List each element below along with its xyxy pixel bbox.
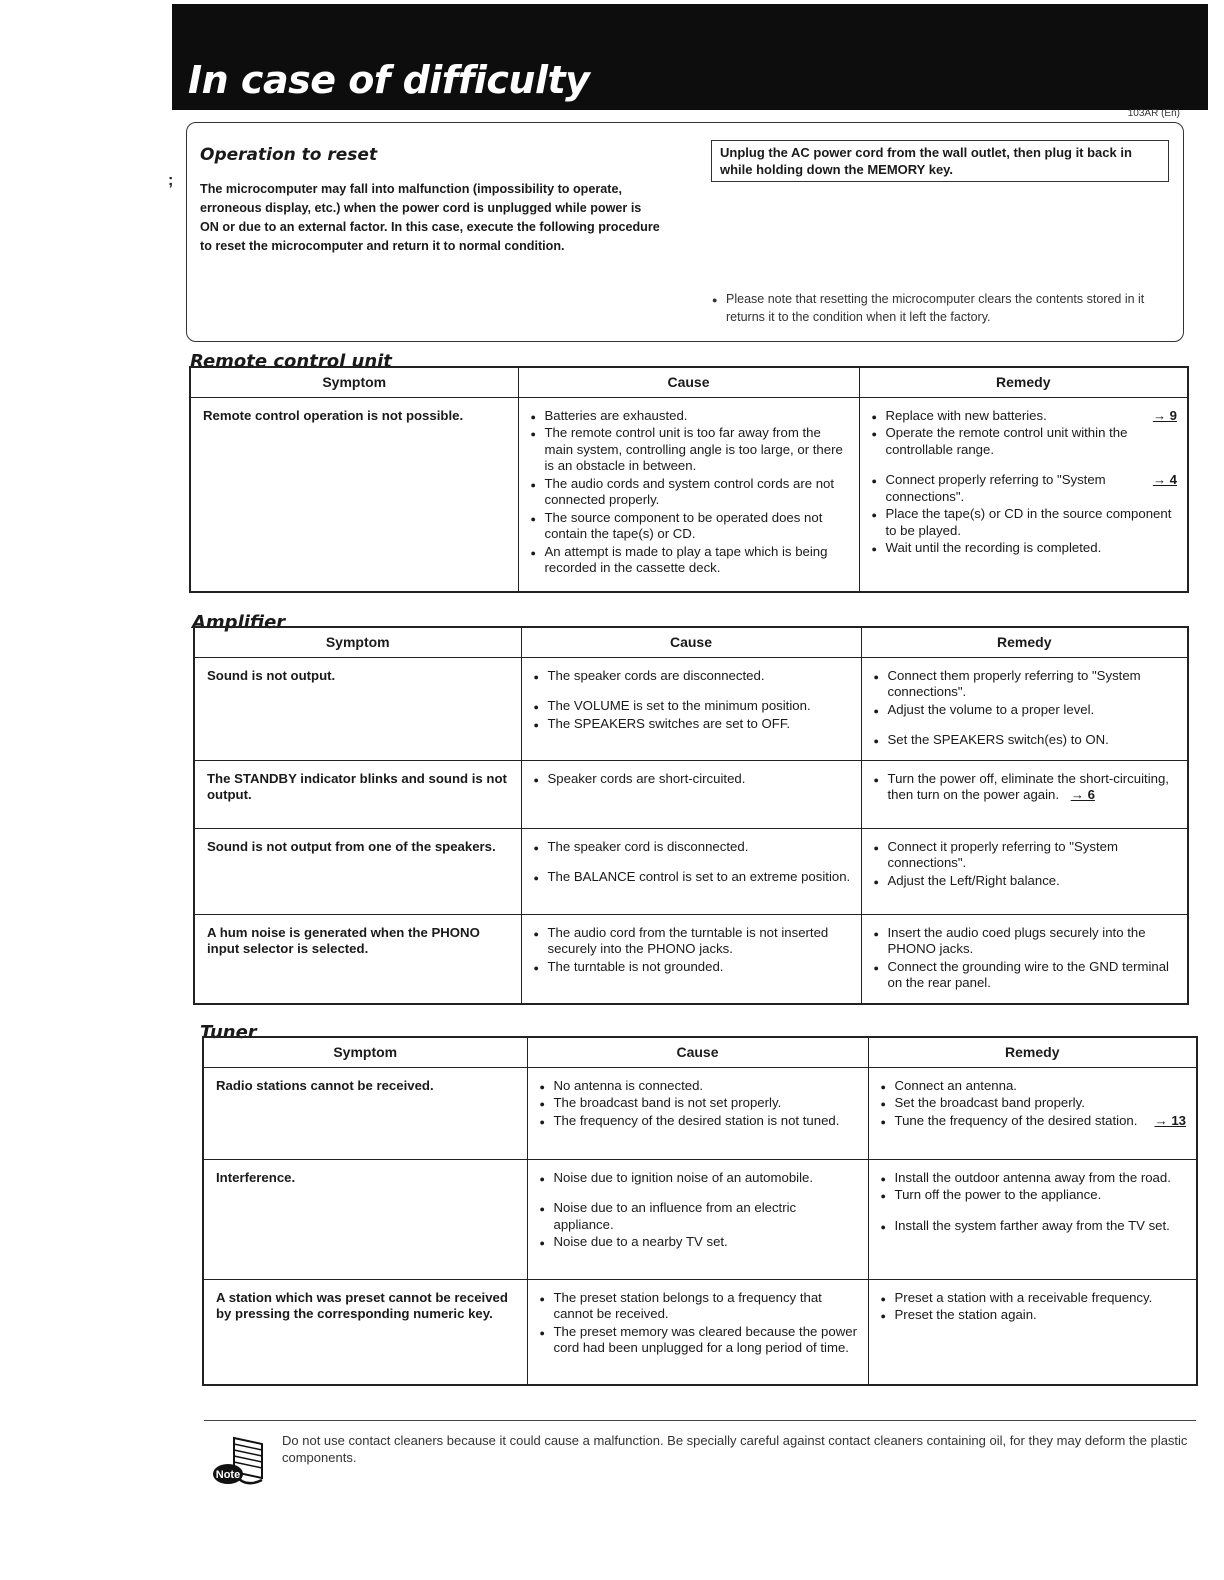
header-symptom: Symptom <box>190 367 518 397</box>
reset-note <box>712 290 1176 327</box>
remedy-item: ● Adjust the volume to a proper level. <box>874 702 1178 719</box>
cause-item: ● Noise due to ignition noise of an automobile. <box>540 1170 858 1187</box>
section-heading-amplifier: Amplifier <box>192 612 286 633</box>
remedy-item: ● Preset a station with a receivable frequency. <box>881 1290 1187 1307</box>
cause-cell <box>521 760 861 828</box>
table-row <box>203 1279 1197 1385</box>
remedy-item: ● Install the system farther away from the TV set. <box>881 1218 1187 1235</box>
remedy-cell <box>861 914 1188 1004</box>
page-reference: ● → 4 <box>1152 472 1177 487</box>
page-title: In case of difficulty <box>188 58 590 102</box>
footer-divider <box>204 1420 1196 1421</box>
table-row <box>190 397 1188 592</box>
cause-item: ● Noise due to a nearby TV set. <box>540 1234 858 1251</box>
remedy-item: ● Operate the remote control unit within the controllable range. <box>872 425 1178 458</box>
cause-item: ● The VOLUME is set to the minimum position. <box>534 698 851 715</box>
symptom-cell: Interference. <box>203 1159 527 1279</box>
remote-table <box>189 366 1189 593</box>
cause-item: ● The source component to be operated does not contain the tape(s) or CD. <box>531 510 849 543</box>
header-cause: Cause <box>518 367 859 397</box>
header-cause: Cause <box>521 627 861 657</box>
cause-item: ● The audio cords and system control cords are not connected properly. <box>531 476 849 509</box>
remedy-item: ● → 9 Replace with new batteries. <box>872 408 1178 425</box>
remedy-item: ● Connect them properly referring to "System connections". <box>874 668 1178 701</box>
remedy-item: ● Preset the station again. <box>881 1307 1187 1324</box>
remedy-item: ● Turn off the power to the appliance. <box>881 1187 1187 1204</box>
cause-item: ● The remote control unit is too far away from the main system, controlling angle is too large, or there is an obstacle in between. <box>531 425 849 475</box>
document-code: 103AR (En) <box>1127 108 1180 119</box>
symptom-cell: A station which was preset cannot be received by pressing the corresponding numeric key. <box>203 1279 527 1385</box>
cause-item: ● The turntable is not grounded. <box>534 959 851 976</box>
amplifier-table <box>193 626 1189 1005</box>
cause-item: ● The frequency of the desired station is not tuned. <box>540 1113 858 1130</box>
symptom-cell: The STANDBY indicator blinks and sound is not output. <box>194 760 521 828</box>
cause-cell <box>518 397 859 592</box>
cause-cell <box>527 1279 868 1385</box>
cause-item: ● Noise due to an influence from an electric appliance. <box>540 1200 858 1233</box>
symptom-cell: Sound is not output. <box>194 657 521 760</box>
table-row <box>194 914 1188 1004</box>
header-symptom: Symptom <box>203 1037 527 1067</box>
remedy-item: ● Place the tape(s) or CD in the source component to be played. <box>872 506 1178 539</box>
cause-item: ● Speaker cords are short-circuited. <box>534 771 851 788</box>
cause-item: ● An attempt is made to play a tape which is being recorded in the cassette deck. <box>531 544 849 577</box>
remedy-cell <box>861 657 1188 760</box>
cause-cell <box>521 914 861 1004</box>
symptom-cell: Radio stations cannot be received. <box>203 1067 527 1159</box>
cause-cell <box>521 657 861 760</box>
remedy-cell <box>859 397 1188 592</box>
reset-heading: Operation to reset <box>200 145 378 165</box>
cause-item: ● The BALANCE control is set to an extreme position. <box>534 869 851 886</box>
page-reference: → 6 <box>1070 787 1095 802</box>
cause-cell <box>521 828 861 914</box>
reset-instruction: Unplug the AC power cord from the wall outlet, then plug it back in while holding down the MEMORY key. <box>711 140 1169 182</box>
table-header-row <box>203 1037 1197 1067</box>
section-heading-remote: Remote control unit <box>190 351 392 372</box>
cause-item: ● No antenna is connected. <box>540 1078 858 1095</box>
remedy-cell <box>868 1067 1197 1159</box>
table-header-row <box>190 367 1188 397</box>
cause-item: ● The audio cord from the turntable is not inserted securely into the PHONO jacks. <box>534 925 851 958</box>
symptom-cell: Remote control operation is not possible. <box>190 397 518 592</box>
remedy-item: ● Adjust the Left/Right balance. <box>874 873 1178 890</box>
header-remedy: Remedy <box>868 1037 1197 1067</box>
remedy-item: ● Wait until the recording is completed. <box>872 540 1178 557</box>
cause-item: ● The preset station belongs to a frequency that cannot be received. <box>540 1290 858 1323</box>
remedy-item: ● Connect the grounding wire to the GND terminal on the rear panel. <box>874 959 1178 992</box>
tuner-table <box>202 1036 1198 1386</box>
table-row <box>194 657 1188 760</box>
cause-item: ● The broadcast band is not set properly. <box>540 1095 858 1112</box>
remedy-cell <box>868 1159 1197 1279</box>
cause-item: ● Batteries are exhausted. <box>531 408 849 425</box>
table-row <box>203 1067 1197 1159</box>
page-reference: → 13 <box>1154 1112 1186 1128</box>
cause-item: ● The speaker cords are disconnected. <box>534 668 851 685</box>
header-cause: Cause <box>527 1037 868 1067</box>
page-reference: ● → 9 <box>1152 407 1177 423</box>
table-row <box>194 828 1188 914</box>
table-header-row <box>194 627 1188 657</box>
remedy-cell <box>861 760 1188 828</box>
remedy-item: ● Turn the power off, eliminate the short-circuiting, then turn on the power again. → 6 <box>874 771 1178 804</box>
footer-note-text: Do not use contact cleaners because it could cause a malfunction. Be specially careful against contact cleaners containing oil, for they may deform the plastic components. <box>282 1433 1188 1465</box>
reset-body: The microcomputer may fall into malfunction (impossibility to operate, erroneous display, etc.) when the power cord is unplugged while power is ON or due to an external factor. In this case, execute the following procedure to reset the microcomputer and return it to normal condition. <box>200 182 660 253</box>
cause-item: ● The speaker cord is disconnected. <box>534 839 851 856</box>
remedy-item: ● Install the outdoor antenna away from the road. <box>881 1170 1187 1187</box>
cause-cell <box>527 1067 868 1159</box>
cause-item: ● The SPEAKERS switches are set to OFF. <box>534 716 851 733</box>
remedy-item: ● Insert the audio coed plugs securely into the PHONO jacks. <box>874 925 1178 958</box>
remedy-item: ● → 4 Connect properly referring to "System connections". <box>872 472 1178 505</box>
note-icon <box>212 1434 266 1490</box>
remedy-item: ● Connect it properly referring to "System connections". <box>874 839 1178 872</box>
margin-mark: ; <box>168 172 174 189</box>
cause-cell <box>527 1159 868 1279</box>
remedy-item: ● Tune the frequency of the desired station. → 13 <box>881 1113 1187 1130</box>
remedy-item: ● Connect an antenna. <box>881 1078 1187 1095</box>
remedy-item: ● Set the broadcast band properly. <box>881 1095 1187 1112</box>
symptom-cell: A hum noise is generated when the PHONO input selector is selected. <box>194 914 521 1004</box>
section-heading-tuner: Tuner <box>200 1022 257 1043</box>
remedy-item: ● Set the SPEAKERS switch(es) to ON. <box>874 732 1178 749</box>
symptom-cell: Sound is not output from one of the speakers. <box>194 828 521 914</box>
header-remedy: Remedy <box>861 627 1188 657</box>
cause-item: ● The preset memory was cleared because the power cord had been unplugged for a long period of time. <box>540 1324 858 1357</box>
reset-note-text: ● Please note that resetting the microcomputer clears the contents stored in it returns it to the condition when it left the factory. <box>712 290 1176 326</box>
header-symptom: Symptom <box>194 627 521 657</box>
note-icon-label: Note <box>215 1469 241 1481</box>
header-remedy: Remedy <box>859 367 1188 397</box>
table-row <box>203 1159 1197 1279</box>
table-row <box>194 760 1188 828</box>
remedy-cell <box>861 828 1188 914</box>
remedy-cell <box>868 1279 1197 1385</box>
